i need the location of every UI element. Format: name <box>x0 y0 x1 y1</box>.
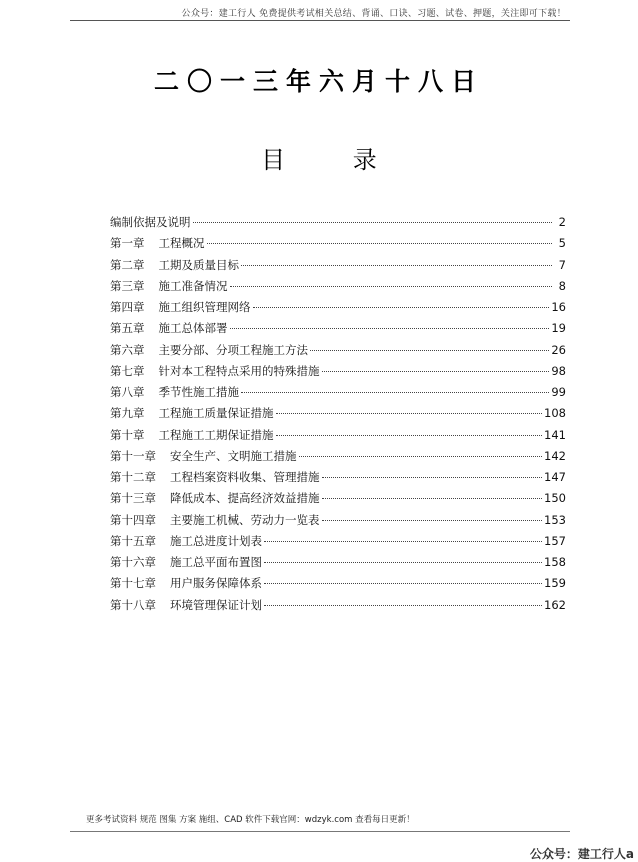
toc-dot-leader <box>299 456 543 457</box>
toc-entry-title: 针对本工程特点采用的特殊措施 <box>158 363 320 378</box>
toc-entry-title: 编制依据及说明 <box>110 215 191 229</box>
toc-chapter-number: 第二章 <box>110 257 145 272</box>
toc-chapter-number: 第十七章 <box>110 576 156 591</box>
toc-page-number: 99 <box>551 385 566 399</box>
toc-entry-title: 主要施工机械、劳动力一览表 <box>170 512 320 527</box>
toc-page-number: 26 <box>551 342 566 357</box>
toc-page-number: 19 <box>551 321 566 336</box>
footer-note: 更多考试资料 规范 图集 方案 施组、CAD 软件下载官网：wdzyk.com 查看每日更新！ <box>86 815 415 825</box>
toc-dot-leader <box>310 350 549 351</box>
toc-entry-title: 工程施工工期保证措施 <box>158 427 274 442</box>
toc-dot-leader <box>322 371 550 372</box>
toc-chapter-number: 第十三章 <box>110 491 156 506</box>
toc-entry[interactable] <box>110 278 566 299</box>
toc-dot-leader <box>276 435 543 436</box>
toc-entry-title: 季节性施工措施 <box>158 385 239 399</box>
toc-entry-title: 用户服务保障体系 <box>170 576 262 591</box>
toc-entry[interactable] <box>110 342 566 363</box>
toc-dot-leader <box>230 328 550 329</box>
toc-entry[interactable] <box>110 512 566 533</box>
toc-entry[interactable] <box>110 235 566 256</box>
toc-page-number: 5 <box>558 236 566 251</box>
toc-page-number: 158 <box>544 555 566 569</box>
toc-dot-leader <box>322 498 543 499</box>
toc-chapter-number: 第六章 <box>110 342 145 357</box>
toc-chapter-number: 第三章 <box>110 278 145 293</box>
toc-entry-title: 施工准备情况 <box>158 278 228 293</box>
toc-chapter-number: 第十六章 <box>110 555 156 569</box>
toc-chapter-number: 第八章 <box>110 385 145 399</box>
toc-dot-leader <box>264 583 542 584</box>
header-divider <box>70 20 570 21</box>
toc-page-number: 159 <box>544 576 566 591</box>
toc-page-number: 157 <box>544 533 566 548</box>
toc-entry[interactable] <box>110 469 566 490</box>
toc-entry-title: 施工组织管理网络 <box>158 300 251 314</box>
toc-entry-title: 施工总平面布置图 <box>170 555 262 569</box>
toc-chapter-number: 第七章 <box>110 363 145 378</box>
toc-page-number: 98 <box>551 363 566 378</box>
toc-dot-leader <box>264 541 542 542</box>
toc-entry[interactable] <box>110 384 566 405</box>
toc-entry-title: 工程施工质量保证措施 <box>158 406 274 421</box>
toc-entry[interactable] <box>110 320 566 341</box>
toc-page-number: 147 <box>544 470 566 484</box>
toc-chapter-number: 第一章 <box>110 236 145 251</box>
toc-entry[interactable] <box>110 214 566 235</box>
toc-dot-leader <box>322 520 543 521</box>
toc-page-number: 7 <box>558 257 566 272</box>
toc-entry-title: 施工总进度计划表 <box>170 533 262 548</box>
toc-page-number: 150 <box>544 491 566 506</box>
toc-entry[interactable] <box>110 427 566 448</box>
toc-dot-leader <box>276 413 543 414</box>
toc-chapter-number: 第十四章 <box>110 512 156 527</box>
toc-chapter-number: 第九章 <box>110 406 145 421</box>
toc-entry-title: 降低成本、提高经济效益措施 <box>170 491 320 506</box>
toc-page-number: 153 <box>544 512 566 527</box>
toc-page-number: 2 <box>558 215 566 229</box>
toc-entry[interactable] <box>110 533 566 554</box>
toc-page-number: 141 <box>544 427 566 442</box>
footer-divider <box>70 831 570 832</box>
toc-chapter-number: 第十章 <box>110 427 145 442</box>
toc-chapter-number: 第十二章 <box>110 470 156 484</box>
toc-chapter-number: 第十八章 <box>110 597 156 612</box>
toc-chapter-number: 第四章 <box>110 300 145 314</box>
toc-entry-title: 安全生产、文明施工措施 <box>170 448 297 463</box>
toc-entry[interactable] <box>110 363 566 384</box>
toc-dot-leader <box>241 265 552 266</box>
toc-entry[interactable] <box>110 554 566 575</box>
toc-chapter-number: 第五章 <box>110 321 145 336</box>
toc-page-number: 108 <box>544 406 566 421</box>
toc-page-number: 16 <box>551 300 566 314</box>
toc-title: 目 录 <box>261 146 407 174</box>
table-of-contents <box>110 214 566 618</box>
toc-entry[interactable] <box>110 405 566 426</box>
toc-dot-leader <box>322 477 543 478</box>
toc-dot-leader <box>264 562 542 563</box>
toc-chapter-number: 第十一章 <box>110 448 156 463</box>
toc-chapter-number: 第十五章 <box>110 533 156 548</box>
toc-dot-leader <box>230 286 553 287</box>
toc-page-number: 162 <box>544 597 566 612</box>
watermark-text: 公众号：建工行人a <box>529 847 634 861</box>
header-note: 公众号：建工行人 免费提供考试相关总结、背诵、口诀、习题、试卷、押题，关注即可下载！ <box>181 9 566 19</box>
toc-page-number: 142 <box>544 448 566 463</box>
toc-dot-leader <box>253 307 550 308</box>
toc-entry-title: 施工总体部署 <box>158 321 228 336</box>
toc-entry[interactable] <box>110 257 566 278</box>
toc-entry-title: 工程概况 <box>158 236 205 251</box>
toc-entry-title: 主要分部、分项工程施工方法 <box>158 342 308 357</box>
toc-dot-leader <box>241 392 549 393</box>
toc-entry[interactable] <box>110 448 566 469</box>
toc-dot-leader <box>207 243 553 244</box>
document-date: 二〇一三年六月十八日 <box>153 67 484 96</box>
toc-dot-leader <box>264 605 542 606</box>
toc-entry[interactable] <box>110 575 566 596</box>
toc-entry-title: 工程档案资料收集、管理措施 <box>170 470 320 484</box>
toc-entry[interactable] <box>110 299 566 320</box>
toc-dot-leader <box>193 222 553 223</box>
toc-entry-title: 工期及质量目标 <box>158 257 239 272</box>
toc-page-number: 8 <box>558 278 566 293</box>
toc-entry[interactable] <box>110 597 566 618</box>
toc-entry-title: 环境管理保证计划 <box>170 597 262 612</box>
toc-entry[interactable] <box>110 490 566 511</box>
